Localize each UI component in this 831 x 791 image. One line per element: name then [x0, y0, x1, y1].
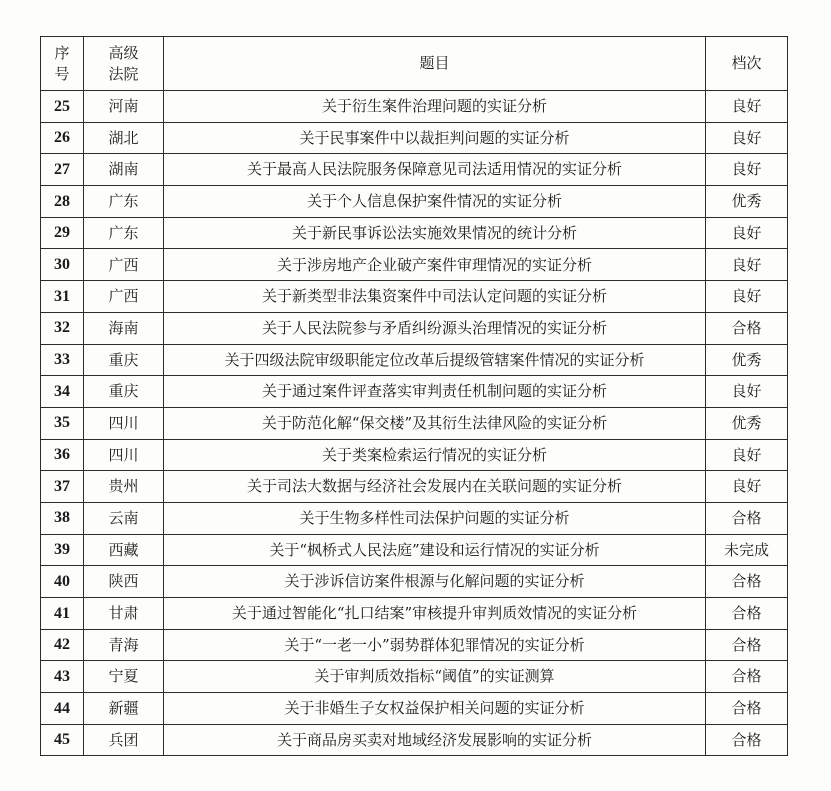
- cell-high-court: 贵州: [84, 471, 164, 503]
- header-grade: 档次: [706, 37, 788, 91]
- table-row: [41, 122, 788, 154]
- table-row: [41, 154, 788, 186]
- table-row: [41, 534, 788, 566]
- cell-grade: 合格: [706, 566, 788, 598]
- cell-grade: 优秀: [706, 186, 788, 218]
- table-row: [41, 439, 788, 471]
- table-row: [41, 344, 788, 376]
- cell-high-court: 海南: [84, 312, 164, 344]
- cell-topic: 关于人民法院参与矛盾纠纷源头治理情况的实证分析: [164, 312, 706, 344]
- cell-grade: 良好: [706, 217, 788, 249]
- table-row: [41, 693, 788, 725]
- cell-high-court: 重庆: [84, 376, 164, 408]
- header-topic: 题目: [164, 37, 706, 91]
- table-row: [41, 91, 788, 123]
- cell-grade: 良好: [706, 122, 788, 154]
- table-row: [41, 502, 788, 534]
- table-row: [41, 661, 788, 693]
- cell-high-court: 广西: [84, 281, 164, 313]
- cell-topic: 关于审判质效指标“阈值”的实证测算: [164, 661, 706, 693]
- cell-grade: 良好: [706, 439, 788, 471]
- cell-serial-number: 40: [41, 566, 84, 598]
- cell-topic: 关于新民事诉讼法实施效果情况的统计分析: [164, 217, 706, 249]
- cell-topic: 关于通过案件评查落实审判责任机制问题的实证分析: [164, 376, 706, 408]
- cell-grade: 良好: [706, 281, 788, 313]
- cell-high-court: 甘肃: [84, 598, 164, 630]
- header-court-line1: 高级: [108, 44, 139, 63]
- header-high-court: [84, 37, 164, 91]
- table-row: [41, 186, 788, 218]
- header-serial-line2: 号: [54, 64, 70, 83]
- header-serial-line1: 序: [54, 44, 70, 63]
- cell-grade: 优秀: [706, 344, 788, 376]
- cell-serial-number: 44: [41, 693, 84, 725]
- cell-grade: 合格: [706, 693, 788, 725]
- cell-high-court: 云南: [84, 502, 164, 534]
- cell-serial-number: 36: [41, 439, 84, 471]
- cell-serial-number: 27: [41, 154, 84, 186]
- cell-grade: 良好: [706, 91, 788, 123]
- cell-high-court: 兵团: [84, 724, 164, 756]
- cell-serial-number: 26: [41, 122, 84, 154]
- cell-topic: 关于生物多样性司法保护问题的实证分析: [164, 502, 706, 534]
- cell-topic: 关于民事案件中以裁拒判问题的实证分析: [164, 122, 706, 154]
- cell-topic: 关于通过智能化“扎口结案”审核提升审判质效情况的实证分析: [164, 598, 706, 630]
- cell-serial-number: 25: [41, 91, 84, 123]
- cell-topic: 关于类案检索运行情况的实证分析: [164, 439, 706, 471]
- cell-high-court: 湖北: [84, 122, 164, 154]
- table-row: [41, 281, 788, 313]
- cell-topic: 关于涉诉信访案件根源与化解问题的实证分析: [164, 566, 706, 598]
- cell-grade: 合格: [706, 502, 788, 534]
- cell-grade: 合格: [706, 598, 788, 630]
- cell-grade: 合格: [706, 312, 788, 344]
- cell-grade: 未完成: [706, 534, 788, 566]
- cell-serial-number: 29: [41, 217, 84, 249]
- cell-grade: 良好: [706, 471, 788, 503]
- table-row: [41, 471, 788, 503]
- cell-grade: 良好: [706, 154, 788, 186]
- cell-topic: 关于新类型非法集资案件中司法认定问题的实证分析: [164, 281, 706, 313]
- cell-grade: 合格: [706, 661, 788, 693]
- cell-serial-number: 42: [41, 629, 84, 661]
- cell-serial-number: 39: [41, 534, 84, 566]
- table-row: [41, 312, 788, 344]
- table-header-row: [41, 37, 788, 91]
- table-row: [41, 566, 788, 598]
- cell-high-court: 湖南: [84, 154, 164, 186]
- cell-topic: 关于个人信息保护案件情况的实证分析: [164, 186, 706, 218]
- cell-high-court: 重庆: [84, 344, 164, 376]
- cell-high-court: 青海: [84, 629, 164, 661]
- table-row: [41, 629, 788, 661]
- table-row: [41, 407, 788, 439]
- cell-topic: 关于涉房地产企业破产案件审理情况的实证分析: [164, 249, 706, 281]
- cell-high-court: 西藏: [84, 534, 164, 566]
- cell-topic: 关于商品房买卖对地域经济发展影响的实证分析: [164, 724, 706, 756]
- cell-high-court: 宁夏: [84, 661, 164, 693]
- cell-high-court: 陕西: [84, 566, 164, 598]
- cell-high-court: 四川: [84, 439, 164, 471]
- cell-serial-number: 45: [41, 724, 84, 756]
- cell-topic: 关于司法大数据与经济社会发展内在关联问题的实证分析: [164, 471, 706, 503]
- table-row: [41, 598, 788, 630]
- table-row: [41, 249, 788, 281]
- table-row: [41, 217, 788, 249]
- cell-grade: 良好: [706, 376, 788, 408]
- cell-high-court: 广东: [84, 186, 164, 218]
- cell-serial-number: 34: [41, 376, 84, 408]
- cell-serial-number: 37: [41, 471, 84, 503]
- cell-serial-number: 31: [41, 281, 84, 313]
- cell-high-court: 河南: [84, 91, 164, 123]
- cell-topic: 关于四级法院审级职能定位改革后提级管辖案件情况的实证分析: [164, 344, 706, 376]
- header-court-line2: 法院: [108, 64, 139, 83]
- cell-grade: 优秀: [706, 407, 788, 439]
- cell-high-court: 广西: [84, 249, 164, 281]
- cell-topic: 关于衍生案件治理问题的实证分析: [164, 91, 706, 123]
- cell-high-court: 新疆: [84, 693, 164, 725]
- table-row: [41, 376, 788, 408]
- cell-serial-number: 41: [41, 598, 84, 630]
- cell-topic: 关于“枫桥式人民法庭”建设和运行情况的实证分析: [164, 534, 706, 566]
- cell-grade: 良好: [706, 249, 788, 281]
- cell-serial-number: 38: [41, 502, 84, 534]
- cell-serial-number: 33: [41, 344, 84, 376]
- cell-serial-number: 30: [41, 249, 84, 281]
- cell-grade: 合格: [706, 629, 788, 661]
- cell-serial-number: 43: [41, 661, 84, 693]
- cell-high-court: 广东: [84, 217, 164, 249]
- table-row: [41, 724, 788, 756]
- cell-topic: 关于防范化解“保交楼”及其衍生法律风险的实证分析: [164, 407, 706, 439]
- cell-serial-number: 32: [41, 312, 84, 344]
- evaluation-table: [40, 36, 788, 756]
- cell-serial-number: 28: [41, 186, 84, 218]
- cell-serial-number: 35: [41, 407, 84, 439]
- header-serial-number: [41, 37, 84, 91]
- cell-grade: 合格: [706, 724, 788, 756]
- table-body: [41, 91, 788, 756]
- cell-topic: 关于非婚生子女权益保护相关问题的实证分析: [164, 693, 706, 725]
- cell-high-court: 四川: [84, 407, 164, 439]
- cell-topic: 关于最高人民法院服务保障意见司法适用情况的实证分析: [164, 154, 706, 186]
- cell-topic: 关于“一老一小”弱势群体犯罪情况的实证分析: [164, 629, 706, 661]
